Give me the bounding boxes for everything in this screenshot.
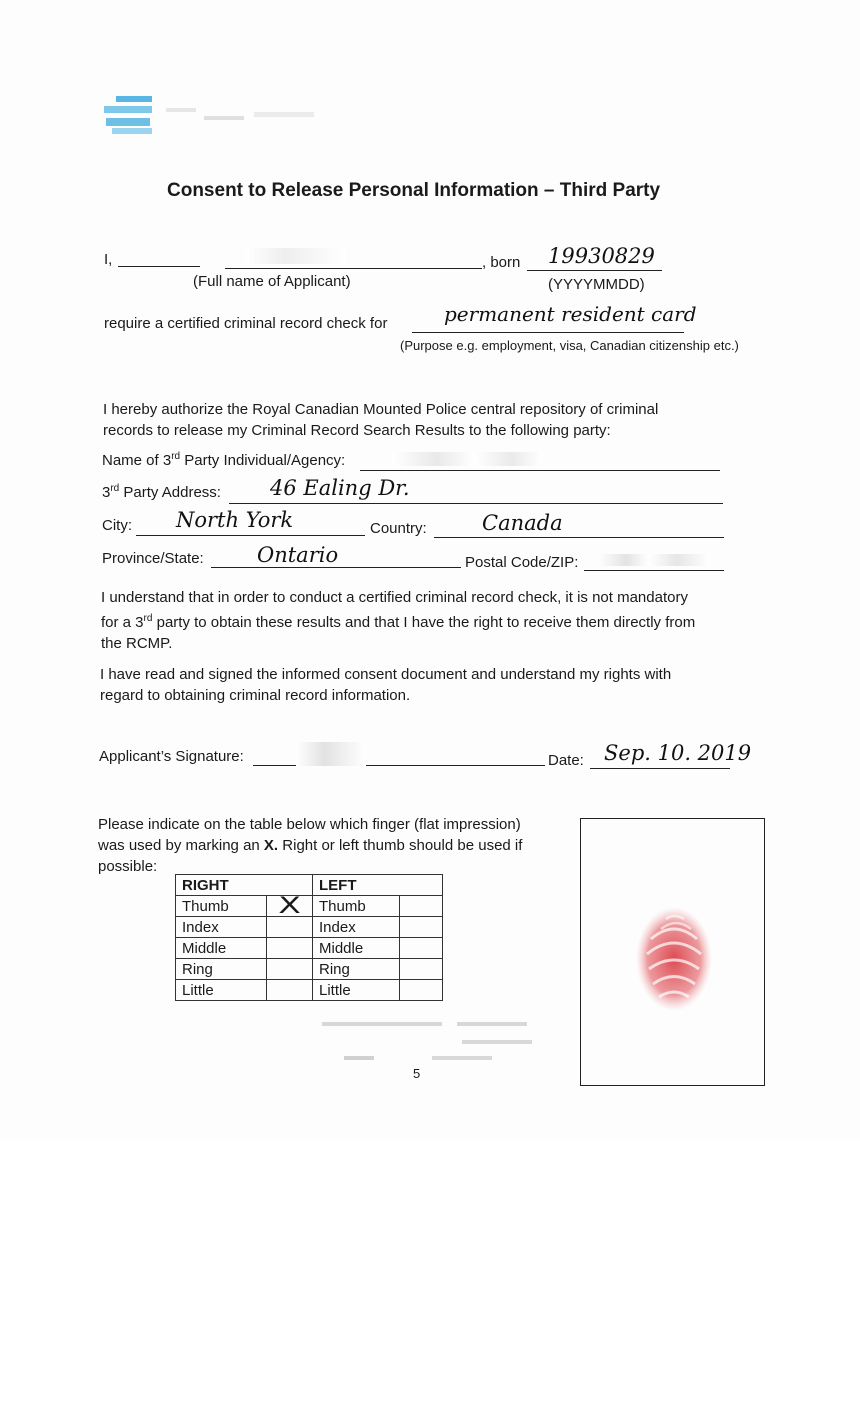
table-row — [176, 980, 443, 1001]
province-label: Province/State: — [102, 550, 204, 567]
authorize-line-2: records to release my Criminal Record Search Results to the following party: — [103, 422, 611, 439]
finger-mark: X — [278, 893, 301, 919]
left-finger-label: Thumb — [313, 896, 400, 917]
fingerprint-box — [580, 818, 765, 1086]
left-header: LEFT — [313, 875, 443, 896]
right-finger-label: Index — [176, 917, 267, 938]
redacted-name — [245, 248, 345, 264]
country-line — [434, 537, 724, 538]
redacted-signature — [296, 742, 366, 766]
left-finger-label: Index — [313, 917, 400, 938]
read-line-2: regard to obtaining criminal record information. — [100, 687, 411, 704]
page-number: 5 — [413, 1066, 421, 1081]
birth-date-line — [527, 270, 662, 271]
right-header: RIGHT — [176, 875, 313, 896]
date-format-caption: (YYYYMMDD) — [548, 276, 645, 293]
understand-line-2-pre: for a 3 — [101, 614, 144, 631]
tp-name-sup: rd — [171, 451, 181, 462]
date-label: Date: — [548, 752, 584, 769]
purpose-value: permanent resident card — [444, 302, 697, 326]
fingerprint-icon — [581, 819, 764, 1085]
tp-name-label-pre: Name of 3 — [102, 452, 172, 469]
left-finger-label: Little — [313, 980, 400, 1001]
redacted-third-party-name — [392, 452, 542, 466]
table-row — [176, 917, 443, 938]
understand-sup: rd — [143, 613, 153, 624]
date-line — [590, 768, 730, 769]
finger-instructions — [98, 814, 522, 877]
finger-table — [175, 874, 443, 1001]
city-line — [136, 535, 365, 536]
finger-line-3: possible: — [98, 858, 158, 875]
finger-table-header — [176, 875, 443, 896]
birth-date-value: 19930829 — [548, 244, 655, 268]
read-paragraph — [100, 664, 671, 706]
province-value: Ontario — [257, 543, 339, 567]
read-line-1: I have read and signed the informed consent document and understand my rights with — [100, 666, 672, 683]
right-thumb-checkbox[interactable] — [267, 893, 313, 919]
right-ring-checkbox[interactable] — [267, 959, 313, 980]
left-thumb-checkbox[interactable] — [400, 896, 443, 917]
purpose-line — [412, 332, 684, 333]
tp-address-sup: rd — [110, 483, 120, 494]
finger-line-2-bold: X. — [263, 837, 279, 854]
left-index-checkbox[interactable] — [400, 917, 443, 938]
understand-line-1: I understand that in order to conduct a certified criminal record check, it is not mandatory — [101, 589, 688, 606]
company-logo — [104, 94, 339, 138]
i-prefix: I, — [104, 251, 113, 268]
finger-line-1: Please indicate on the table below which finger (flat impression) — [98, 816, 521, 833]
right-little-checkbox[interactable] — [267, 980, 313, 1001]
full-name-caption: (Full name of Applicant) — [193, 273, 351, 290]
understand-line-2 — [101, 608, 695, 633]
born-label: , born — [482, 254, 521, 271]
province-line — [211, 567, 461, 568]
tp-name-label-post: Party Individual/Agency: — [180, 452, 346, 469]
right-finger-label: Middle — [176, 938, 267, 959]
tp-address-label-pre: 3 — [102, 484, 111, 501]
left-middle-checkbox[interactable] — [400, 938, 443, 959]
left-little-checkbox[interactable] — [400, 980, 443, 1001]
right-middle-checkbox[interactable] — [267, 938, 313, 959]
table-row — [176, 896, 443, 917]
city-label: City: — [102, 517, 132, 534]
postal-line — [584, 570, 724, 571]
finger-line-2-post: Right or left thumb should be used if — [278, 837, 523, 854]
name-field-line-1 — [118, 266, 200, 267]
country-label: Country: — [370, 520, 427, 537]
authorize-paragraph — [103, 399, 658, 441]
understand-paragraph — [101, 587, 695, 654]
third-party-name-line — [360, 470, 720, 471]
name-field-line-2 — [225, 268, 482, 269]
form-title: Consent to Release Personal Information – Third Party — [167, 180, 661, 201]
country-value: Canada — [482, 511, 563, 535]
right-finger-label: Ring — [176, 959, 267, 980]
understand-line-3: the RCMP. — [101, 635, 173, 652]
address-line — [229, 503, 723, 504]
logo-graphic — [104, 94, 339, 138]
understand-line-2-post: party to obtain these results and that I have the right to receive them directly from — [152, 614, 696, 631]
right-finger-label: Thumb — [176, 896, 267, 917]
right-index-checkbox[interactable] — [267, 917, 313, 938]
left-ring-checkbox[interactable] — [400, 959, 443, 980]
redacted-postal-code — [598, 554, 710, 566]
finger-line-2 — [98, 835, 522, 856]
postal-label: Postal Code/ZIP: — [465, 554, 579, 571]
left-finger-label: Middle — [313, 938, 400, 959]
require-text: require a certified criminal record check for — [104, 315, 388, 332]
purpose-caption: (Purpose e.g. employment, visa, Canadian citizenship etc.) — [400, 338, 739, 353]
left-finger-label: Ring — [313, 959, 400, 980]
authorize-line-1: I hereby authorize the Royal Canadian Mounted Police central repository of criminal — [103, 401, 659, 418]
footer-redacted-graphic — [282, 1018, 557, 1066]
third-party-name-label — [102, 451, 345, 469]
tp-address-label-post: Party Address: — [119, 484, 221, 501]
address-value: 46 Ealing Dr. — [270, 476, 410, 500]
finger-line-2-pre: was used by marking an — [98, 837, 264, 854]
footer-address-redacted — [282, 1018, 557, 1066]
city-value: North York — [176, 508, 294, 532]
right-finger-label: Little — [176, 980, 267, 1001]
signature-label: Applicant’s Signature: — [99, 748, 244, 765]
table-row — [176, 938, 443, 959]
signed-date-value: Sep. 10. 2019 — [604, 741, 752, 765]
third-party-address-label — [102, 483, 221, 501]
table-row — [176, 959, 443, 980]
